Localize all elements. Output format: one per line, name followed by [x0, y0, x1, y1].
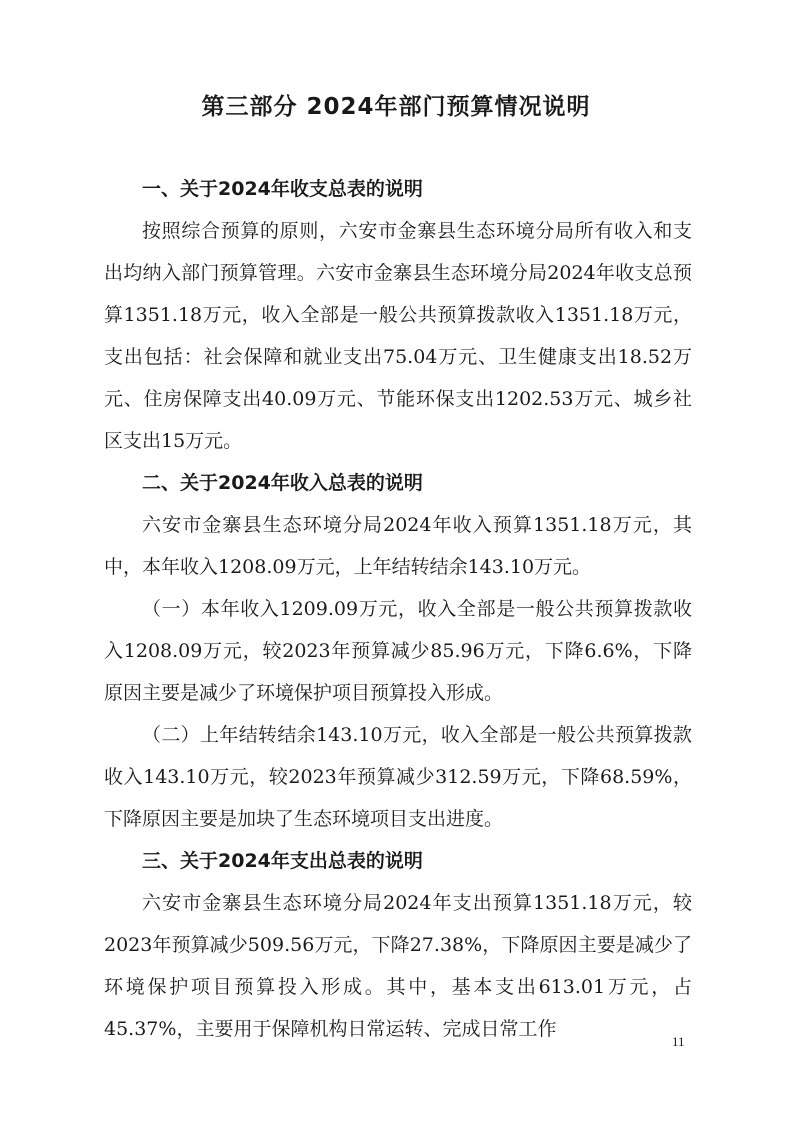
page-title: 第三部分 2024年部门预算情况说明 — [201, 94, 591, 120]
section-1-paragraph-1: 按照综合预算的原则，六安市金寨县生态环境分局所有收入和支出均纳入部门预算管理。六安市金寨县生态环境分局2024年收支总预算1351.18万元，收入全部是一般公共预算拨款收入1351.18万元，支出包括：社会保障和就业支出75.04万元、卫生健康支出18.52万元、住房保障支出40.09万元、节能环保支出1202.53万元、城乡社区支出15万元。 — [104, 220, 692, 452]
section-heading-3: 三、关于2024年支出总表的说明 — [142, 850, 423, 872]
section-heading-2: 二、关于2024年收入总表的说明 — [142, 472, 423, 494]
section-heading-1: 一、关于2024年收支总表的说明 — [142, 178, 423, 200]
section-3-paragraph-1: 六安市金寨县生态环境分局2024年支出预算1351.18万元，较2023年预算减少509.56万元，下降27.38%，下降原因主要是减少了环境保护项目预算投入形成。其中，基本支出613.01万元，占45.37%，主要用于保障机构日常运转、完成日常工作 — [104, 892, 692, 1040]
section-2-paragraph-1: 六安市金寨县生态环境分局2024年收入预算1351.18万元，其中，本年收入1208.09万元，上年结转结余143.10万元。 — [104, 514, 692, 578]
page-number: 11 — [672, 1034, 685, 1049]
section-2-paragraph-3: （二）上年结转结余143.10万元，收入全部是一般公共预算拨款收入143.10万元，较2023年预算减少312.59万元，下降68.59%，下降原因主要是加块了生态环境项目支出进度。 — [104, 724, 692, 830]
document-body — [104, 168, 692, 1050]
section-2-paragraph-2: （一）本年收入1209.09万元，收入全部是一般公共预算拨款收入1208.09万元，较2023年预算减少85.96万元，下降6.6%，下降原因主要是减少了环境保护项目预算投入形成。 — [104, 598, 692, 704]
